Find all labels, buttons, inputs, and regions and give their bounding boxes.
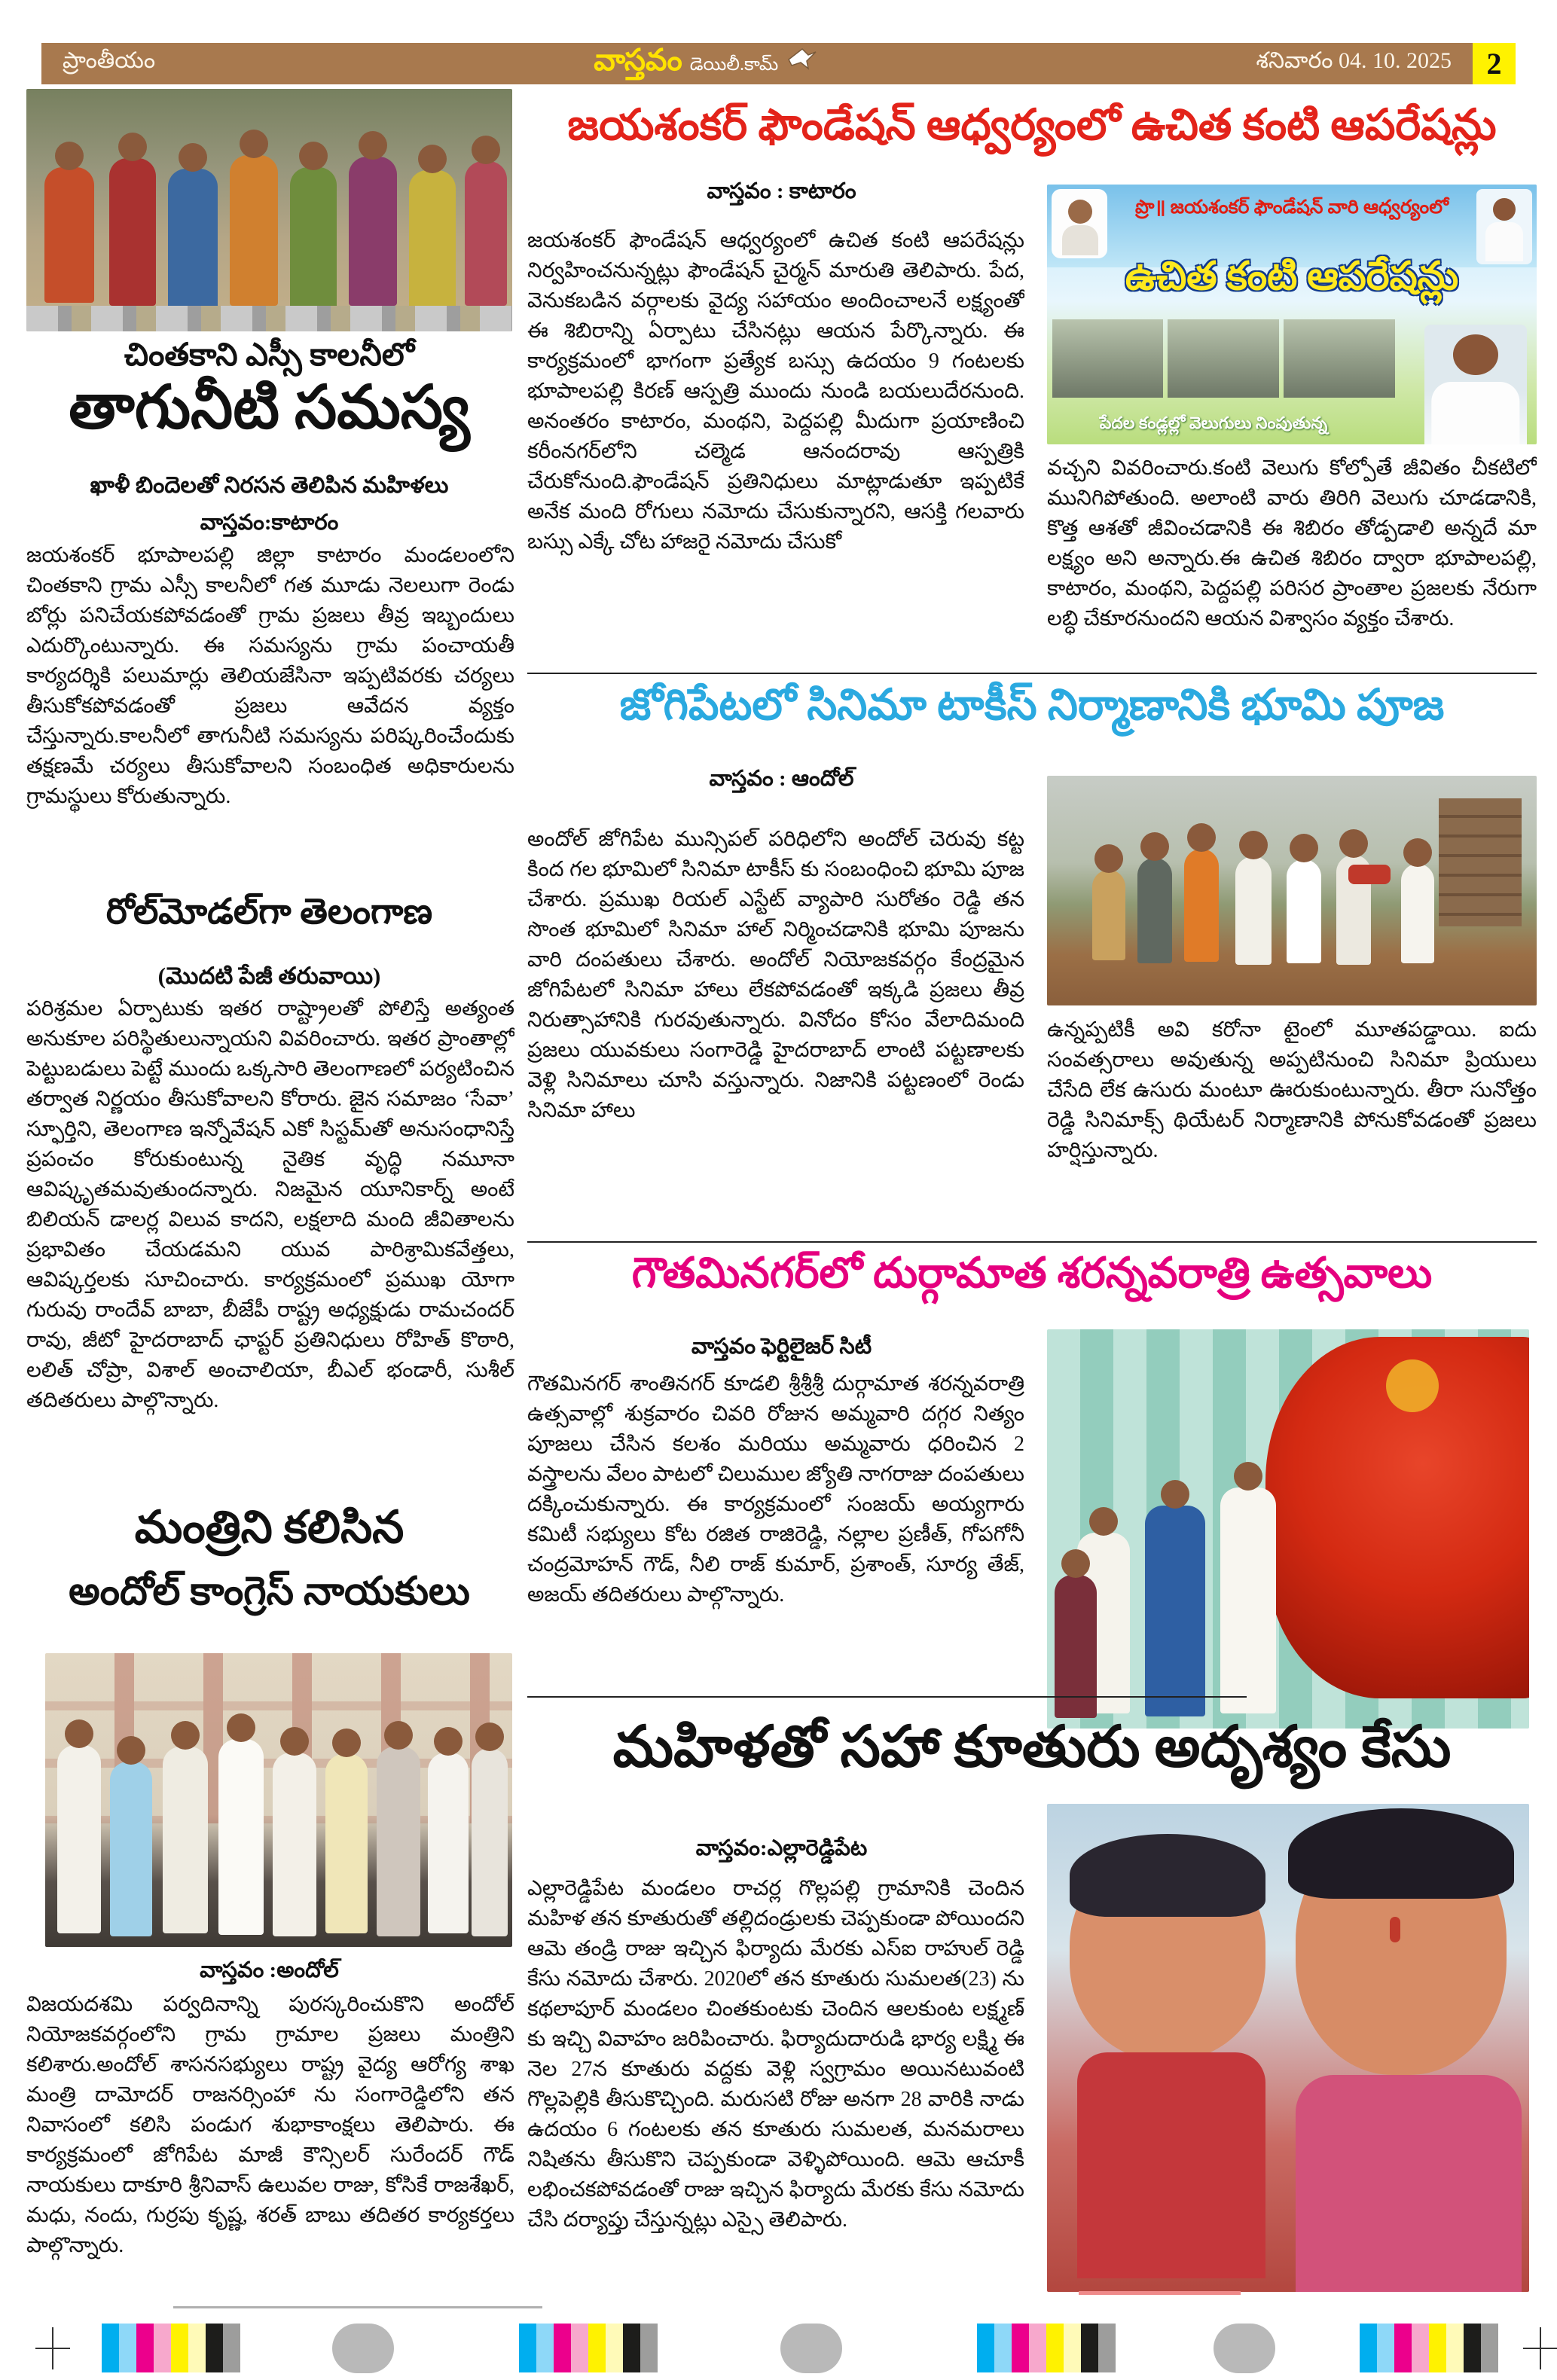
- durga-article-body: గౌతమినగర్ శాంతినగర్ కూడలి శ్రీశ్రీశ్రీ దుర్గామాత శరన్నవరాత్రి ఉత్సవాల్లో శుక్రవారం చివరి రోజున అమ్మవారి దగ్గర నిత్యం పూజలు చేసిన కలశం మరియు అమ్మవారు ధరించిన 2 వస్త్రాలను వేలం పాటలో చిలుముల జ్యోతి నాగరాజు దంపతులు దక్కించుకున్నారు. ఈ కార్యక్రమంలో సంజయ్ అయ్యగారు కమిటీ సభ్యులు కోట రజిత రాజిరెడ్డి, నల్లాల ప్రణీత్, గోపగోనీ చంద్రమోహన్ గౌడ్, నీలి రాజ్ కుమార్, ప్రశాంత్, సూర్య తేజ్, అజయ్ తదితరులు పాల్గొన్నారు.: [527, 1372, 1024, 1606]
- cinema-article-dateline: వాస్తవం : ఆందోల్: [709, 767, 854, 791]
- eye-article-headline: జయశంకర్ ఫౌండేషన్ ఆధ్వర్యంలో ఉచిత కంటి ఆపరేషన్లు: [567, 102, 1497, 149]
- separator-3: [527, 1696, 1247, 1698]
- rolemodel-subhead: (మొదటి పేజీ తరువాయి): [157, 963, 381, 989]
- minister-headline-line2: అందోల్ కాంగ్రెస్ నాయకులు: [69, 1570, 470, 1613]
- water-article-subhead: ఖాళీ బిందెలతో నిరసన తెలిపిన మహిళలు: [90, 473, 449, 498]
- cinema-article-body-left: అందోల్ జోగిపేట మున్సిపల్ పరిధిలోని అందోల్ చెరువు కట్ట కింద గల భూమిలో సినిమా టాకీస్ కు సంబంధించి భూమి పూజ చేశారు. ప్రముఖ రియల్ ఎస్టేట్ వ్యాపారి సురోతం రెడ్డి తన సొంత భూమిలో సినిమా హాల్ నిర్మించడానికి భూమి పూజను వారి దంపతులు చేశారు. అందోల్ నియోజకవర్గం కేంద్రమైన జోగిపేటలో సినిమా హాలు లేకపోవడంతో ఇక్కడి ప్రజలు తీవ్ర నిరుత్సాహానికి గురవుతున్నారు. వినోదం కోసం వేలాదిమంది ప్రజలు యువకులు సంగారెడ్డి హైదరాబాద్ లాంటి పట్టణాలకు వెళ్లి సినిమాలు చూసి వస్తున్నారు. నిజానికి పట్టణంలో రెండు సినిమా హాలు: [527, 828, 1024, 1122]
- registration-mark-right-h: [1523, 2348, 1557, 2349]
- water-article-kicker: చింతకాని ఎస్సీ కాలనీలో: [124, 338, 415, 373]
- bhumi-puja-photo: [1047, 776, 1537, 1005]
- eye-article-body-right: వచ్చని వివరించారు.కంటి వెలుగు కోల్పోతే జీవితం చీకటిలో మునిగిపోతుంది. అలాంటి వారు తిరిగి వెలుగు చూడడానికి, కొత్త ఆశతో జీవించడానికి ఈ శిబిరం తోడ్పడాలి అన్నదే మా లక్ష్యం అని అన్నారు.ఈ ఉచిత శిబిరం ద్వారా భూపాలపల్లి, కాటారం, మంథని, పెద్దపల్లి పరిసర ప్రాంతాల ప్రజలకు నేరుగా లబ్ధి చేకూరనుందని ఆయన విశ్వాసం వ్యక్తం చేశారు.: [1047, 456, 1537, 630]
- banner-caption: పేదల కండ్లల్లో వెలుగులు నింపుతున్న: [1099, 413, 1328, 432]
- date-label: శనివారం 04. 10. 2025: [1256, 48, 1452, 73]
- red-car: [1348, 865, 1391, 884]
- minister-headline-line1: మంత్రిని కలిసిన: [134, 1503, 405, 1552]
- magenta-rule: [1079, 2291, 1241, 2295]
- banner-chairman-portrait: [1424, 325, 1528, 444]
- registration-mark-left-h: [35, 2348, 70, 2349]
- congress-leaders-photo: [45, 1653, 512, 1947]
- durga-article-dateline: వాస్తవం ఫెర్టిలైజర్ సిటీ: [691, 1335, 872, 1359]
- rolemodel-body: పరిశ్రమల ఏర్పాటుకు ఇతర రాష్ట్రాలతో పోలిస్తే అత్యంత అనుకూల పరిస్థితులున్నాయని వివరించారు. ఇతర ప్రాంతాల్లో పెట్టుబడులు పెట్టే ముందు ఒక్కసారి తెలంగాణలో పర్యటించిన తర్వాత నిర్ణయం తీసుకోవాలని కోరారు. జైన సమాజం ‘సేవా’ స్ఫూర్తిని, తెలంగాణ ఇన్నోవేషన్ ఎకో సిస్టమ్‌తో అనుసంధానిస్తే ప్రపంచం కోరుకుంటున్న నైతిక వృద్ధి నమూనా ఆవిష్కృతమవుతుందన్నారు. నిజమైన యూనికార్న్ అంటే బిలియన్ డాలర్ల విలువ కాదని, లక్షలాది మంది జీవితాలను ప్రభావితం చేయడమని యువ పారిశ్రామికవేత్తలు, ఆవిష్కర్తలకు సూచించారు. కార్యక్రమంలో ప్రముఖ యోగా గురువు రాందేవ్ బాబా, బీజేపీ రాష్ట్ర అధ్యక్షుడు రామచందర్ రావు, జీటో హైదరాబాద్ ఛాప్టర్ ప్రతినిధులు రోహిత్ కొఠారి, లలిత్ చోప్రా, విశాల్ అంచాలియా, బీఎల్ భండారీ, సుశీల్ తదితరులు పాల్గొన్నారు.: [26, 997, 514, 1412]
- building-under-construction: [1439, 798, 1522, 926]
- gray-blob-1: [332, 2324, 394, 2373]
- masthead-title: వాస్తవం: [594, 43, 682, 77]
- banner-big-text: ఉచిత కంటి ఆపరేషన్లు: [1125, 255, 1459, 299]
- color-bar-group-4: [1360, 2324, 1498, 2372]
- missing-article-headline: మహిళతో సహా కూతురు అదృశ్యం కేసు: [612, 1716, 1452, 1779]
- durga-article-headline: గౌతమినగర్‌లో దుర్గామాత శరన్నవరాత్రి ఉత్సవాలు: [631, 1250, 1433, 1297]
- color-bar-group-1: [102, 2324, 240, 2372]
- masthead-bar: [41, 43, 1473, 84]
- gray-rule: [173, 2306, 542, 2308]
- eye-article-dateline: వాస్తవం : కాటారం: [707, 179, 856, 203]
- banner-title: ప్రొ॥ జయశంకర్ ఫౌండేషన్ వారి ఆధ్వర్యంలో: [1135, 197, 1449, 218]
- gray-blob-3: [1214, 2324, 1275, 2373]
- cinema-article-body-right: ఉన్నప్పటికీ అవి కరోనా టైంలో మూతపడ్డాయి. ఐదు సంవత్సరాలు అవుతున్న అప్పటినుంచి సినిమా ప్రియులు చేసేది లేక ఉసురు మంటూ ఊరుకుంటున్నారు. తీరా సునోత్తం రెడ్డి సినిమాక్స్ థియేటర్ నిర్మాణానికి పోనుకోవడంతో ప్రజలు హర్షిస్తున్నారు.: [1047, 1018, 1537, 1162]
- water-article-headline: తాగునీటి సమస్య: [69, 375, 470, 441]
- missing-article-dateline: వాస్తవం:ఎల్లారెడ్డిపేట: [695, 1836, 868, 1860]
- water-article-dateline: వాస్తవం:కాటారం: [200, 511, 339, 535]
- separator-2: [527, 1241, 1537, 1243]
- rolemodel-headline: రోల్‌మోడల్‌గా తెలంగాణ: [105, 892, 433, 932]
- minister-dateline: వాస్తవం :అందోల్: [200, 1958, 339, 1982]
- color-bar-group-2: [519, 2324, 658, 2372]
- section-label: ప్రాంతీయం: [63, 48, 156, 73]
- color-bar-group-3: [977, 2324, 1116, 2372]
- missing-persons-photo: [1047, 1804, 1529, 2292]
- banner-photo-strip: [1052, 319, 1395, 398]
- masthead: [594, 42, 817, 85]
- water-article-body: జయశంకర్ భూపాలపల్లి జిల్లా కాటారం మండలంలోని చింతకాని గ్రామ ఎస్సీ కాలనీలో గత మూడు నెలలుగా రెండు బోర్లు పనిచేయకపోవడంతో గ్రామ ప్రజలు తీవ్ర ఇబ్బందులు ఎదుర్కొంటున్నారు. ఈ సమస్యను గ్రామ పంచాయతీ కార్యదర్శికి పలుమార్లు తెలియజేసినా ఇప్పటివరకు చర్యలు తీసుకోకపోవడంతో ప్రజలు ఆవేదన వ్యక్తం చేస్తున్నారు.కాలనీలో తాగునీటి సమస్యను పరిష్కరించేందుకు తక్షణమే చర్యలు తీసుకోవాలని సంబంధిత అధికారులను గ్రామస్థులు కోరుతున్నారు.: [26, 544, 514, 808]
- missing-article-body: ఎల్లారెడ్డిపేట మండలం రాచర్ల గొల్లపల్లి గ్రామానికి చెందిన మహిళ తన కూతురుతో తల్లిదండ్రులకు చెప్పకుండా పోయిందని ఆమె తండ్రి రాజు ఇచ్చిన ఫిర్యాదు మేరకు ఎస్ఐ రాహుల్ రెడ్డి కేసు నమోదు చేశారు. 2020లో తన కూతురు సుమలత(23) ను కథలాపూర్ మండలం చింతకుంటకు చెందిన ఆలకుంట లక్ష్మణ్ కు ఇచ్చి వివాహం జరిపించారు. ఫిర్యాదుదారుడి భార్య లక్ష్మి ఈ నెల 27న కూతురు వద్దకు వెళ్లి స్వగ్రామం అయినటువంటి గొల్లపెల్లికి తీసుకొచ్చింది. మరుసటి రోజు అనగా 28 వారికి నాడు ఉదయం 6 గంటలకు తన కూతురు సుమలత, మనమరాలు నిషితను తీసుకొని చెప్పకుండా వెళ్ళిపోయింది. ఆమె ఆచూకీ లభించకపోవడంతో రాజు ఇచ్చిన ఫిర్యాదు మేరకు కేసు నమోదు చేసి దర్యాప్తు చేస్తున్నట్లు ఎస్సై తెలిపారు.: [527, 1877, 1024, 2232]
- eye-camp-banner-photo: [1047, 185, 1537, 444]
- separator-1: [527, 673, 1537, 674]
- masthead-domain: డెయిలీ.కామ్: [689, 55, 779, 75]
- gray-blob-2: [780, 2324, 842, 2373]
- minister-body: విజయదశమి పర్వదినాన్ని పురస్కరించుకొని అందోల్ నియోజకవర్గంలోని గ్రామ గ్రామాల ప్రజలు మంత్రిని కలిశారు.అందోల్ శాసనసభ్యులు రాష్ట్ర వైద్య ఆరోగ్య శాఖ మంత్రి దామోదర్ రాజనర్సింహా ను సంగారెడ్డిలోని తన నివాసంలో కలిసి పండుగ శుభాకాంక్షలు తెలిపారు. ఈ కార్యక్రమంలో జోగిపేట మాజీ కౌన్సిలర్ సురేందర్ గౌడ్ నాయకులు దాకూరి శ్రీనివాస్ ఉలువల రాజు, కోసికే రాజశేఖర్, మధు, నందు, గుర్రపు కృష్ణ, శరత్ బాబు తదితర కార్యకర్తలు పాల్గొన్నారు.: [26, 1993, 514, 2257]
- eye-article-body-left: జయశంకర్ ఫౌండేషన్ ఆధ్వర్యంలో ఉచిత కంటి ఆపరేషన్లు నిర్వహించనున్నట్లు ఫౌండేషన్ చైర్మన్ మారుతి తెలిపారు. పేద, వెనుకబడిన వర్గాలకు వైద్య సహాయం అందించాలనే లక్ష్యంతో ఈ శిబిరాన్ని ఏర్పాటు చేసినట్లు ఆయన పేర్కొన్నారు. ఈ కార్యక్రమంలో భాగంగా ప్రత్యేక బస్సు ఉదయం 9 గంటలకు భూపాలపల్లి కిరణ్ ఆస్పత్రి ముందు నుండి బయలుదేరనుంది. అనంతరం కాటారం, మంథని, పెద్దపల్లి మీదుగా ప్రయాణించి కరీంనగర్‌లోని చల్మెడ ఆనందరావు ఆస్పత్రికి చేరుకోనుంది.ఫౌండేషన్ ప్రతినిధులు మాట్లాడుతూ ఇప్పటికే అనేక మంది రోగులు నమోదు చేసుకున్నారని, ఆసక్తి గలవారు బస్సు ఎక్కే చోట హాజరై నమోదు చేసుకో: [527, 229, 1024, 554]
- water-protest-photo: [26, 89, 512, 331]
- page-number: 2: [1473, 43, 1516, 84]
- dove-icon: [786, 44, 817, 70]
- cinema-article-headline: జోగిపేటలో సినిమా టాకీస్ నిర్మాణానికి భూమి పూజ: [619, 682, 1445, 729]
- durga-festival-photo: [1047, 1329, 1529, 1729]
